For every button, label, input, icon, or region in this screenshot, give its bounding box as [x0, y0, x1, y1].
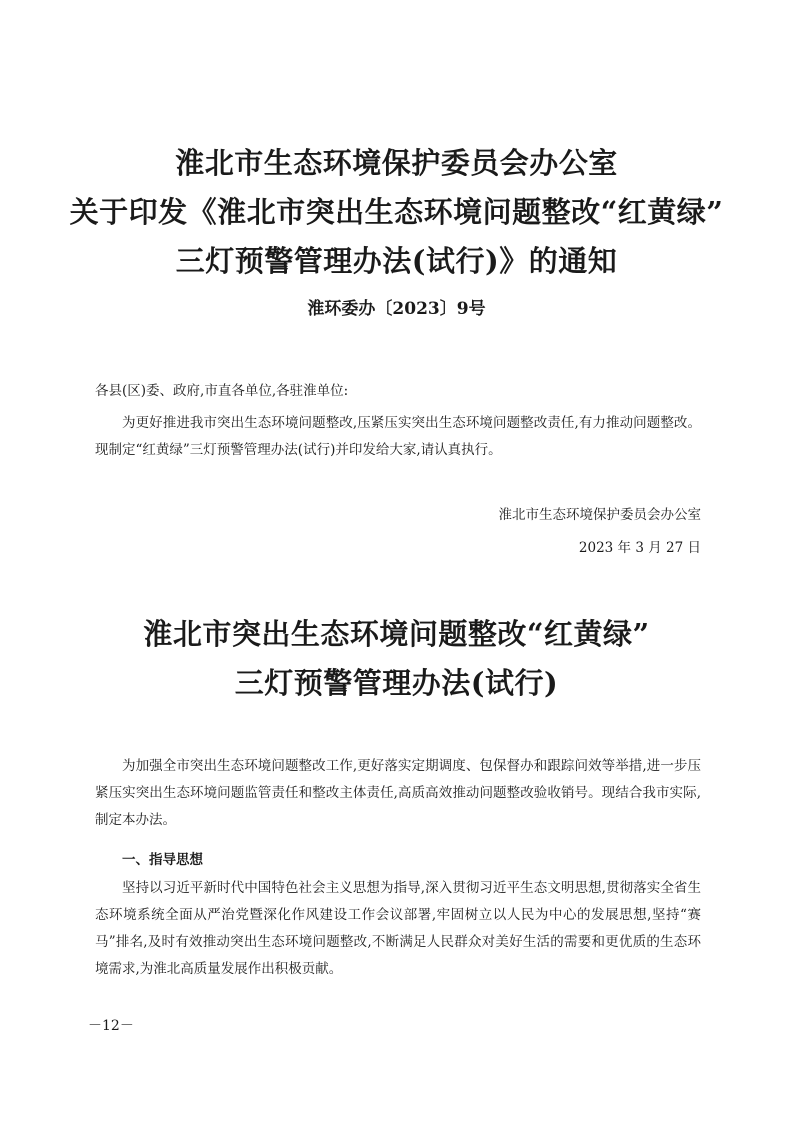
measures-intro: 为加强全市突出生态环境问题整改工作,更好落实定期调度、包保督办和跟踪问效等举措,进一步压紧压实突出生态环境问题监管责任和整改主体责任,高质高效推动问题整改验收销号。现结合我市实际,制定本办法。: [95, 758, 701, 828]
notice-title-line-1: 淮北市生态环境保护委员会办公室: [175, 146, 618, 180]
section-heading: 一、指导思想: [122, 852, 203, 868]
issuer: 淮北市生态环境保护委员会办公室: [498, 507, 701, 523]
salutation: 各县(区)委、政府,市直各单位,各驻淮单位:: [95, 383, 349, 399]
issue-date: 2023 年 3 月 27 日: [578, 540, 701, 556]
measures-title-line-2: 三灯预警管理办法(试行): [234, 666, 559, 700]
notice-title-line-3: 三灯预警管理办法(试行)》的通知: [175, 244, 618, 278]
notice-body: 为更好推进我市突出生态环境问题整改,压紧压实突出生态环境问题整改责任,有力推动问题整改。现制定“红黄绿”三灯预警管理办法(试行)并印发给大家,请认真执行。: [95, 415, 701, 458]
page-number: －12－: [88, 1018, 134, 1034]
measures-title-line-1: 淮北市突出生态环境问题整改“红黄绿”: [143, 617, 650, 651]
document-number: 淮环委办〔2023〕9号: [307, 299, 486, 319]
section-body: 坚持以习近平新时代中国特色社会主义思想为指导,深入贯彻习近平生态文明思想,贯彻落实全省生态环境系统全面从严治党暨深化作风建设工作会议部署,牢固树立以人民为中心的发展思想,坚持“赛马”排名,及时有效推动突出生态环境问题整改,不断满足人民群众对美好生活的需要和更优质的生态环境需求,为淮北高质量发展作出积极贡献。: [95, 880, 701, 977]
notice-title-line-2: 关于印发《淮北市突出生态环境问题整改“红黄绿”: [69, 195, 724, 229]
